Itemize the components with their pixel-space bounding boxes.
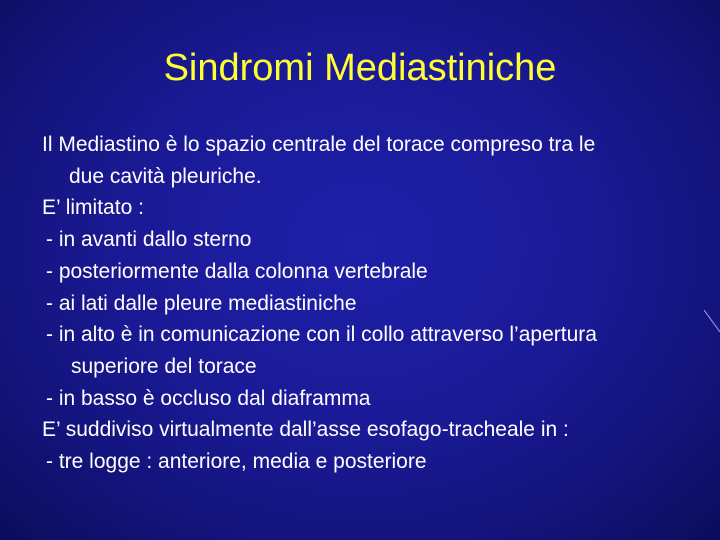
body-line: Il Mediastino è lo spazio centrale del torace compreso tra le <box>42 133 596 156</box>
slide-body <box>42 129 702 478</box>
body-line: due cavità pleuriche. <box>69 164 262 188</box>
body-line: E’ limitato : <box>42 196 144 220</box>
body-line: superiore del torace <box>71 354 257 378</box>
body-line: - in avanti dallo sterno <box>46 228 252 252</box>
body-line: - tre logge : anteriore, media e posteriore <box>46 450 427 474</box>
body-line: - ai lati dalle pleure mediastiniche <box>46 291 357 315</box>
slide-title: Sindromi Mediastiniche <box>163 47 557 89</box>
body-line: - posteriormente dalla colonna vertebrale <box>46 259 428 283</box>
decorative-diagonal-line <box>704 310 720 334</box>
body-line: E’ suddiviso virtualmente dall’asse esofago-tracheale in : <box>42 418 569 442</box>
body-line: - in basso è occluso dal diaframma <box>46 386 371 410</box>
body-line: - in alto è in comunicazione con il collo attraverso l’apertura <box>46 323 597 347</box>
